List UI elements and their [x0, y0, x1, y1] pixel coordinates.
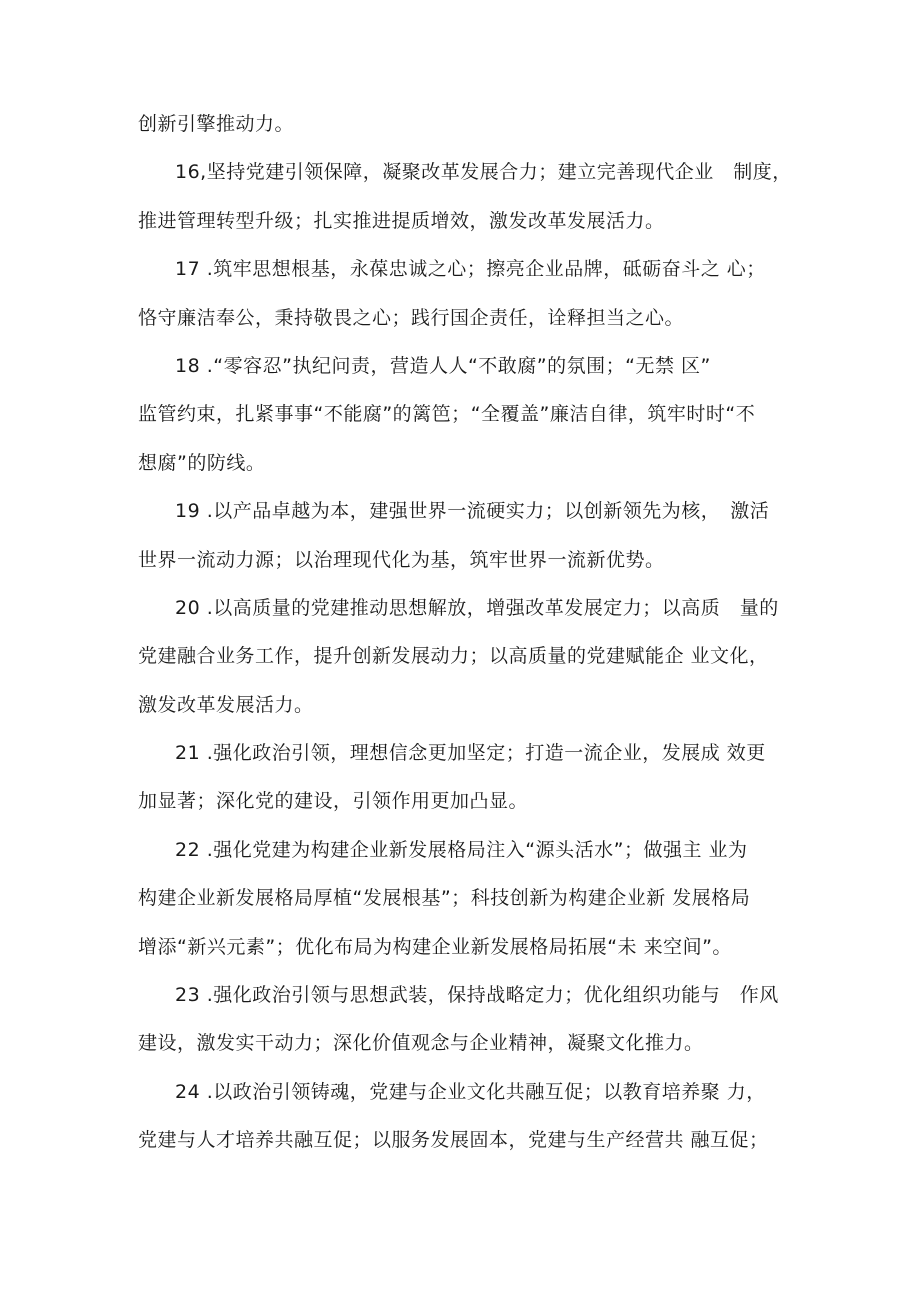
paragraph-line: 构建企业新发展格局厚植“发展根基”；科技创新为构建企业新 发展格局 — [138, 887, 751, 910]
paragraph-line: 想腐”的防线。 — [138, 451, 266, 474]
paragraph-line: 世界一流动力源；以治理现代化为基，筑牢世界一流新优势。 — [138, 548, 665, 571]
paragraph-line: 加显著；深化党的建设，引领作用更加凸显。 — [138, 790, 529, 813]
paragraph-line: 党建融合业务工作，提升创新发展动力；以高质量的党建赋能企 业文化， — [138, 645, 769, 668]
paragraph-first-line: 22 .强化党建为构建企业新发展格局注入“源头活水”；做强主 业为 — [175, 838, 748, 861]
paragraph-line: 推进管理转型升级；扎实推进提质增效，激发改革发展活力。 — [138, 209, 665, 232]
paragraph-line: 恪守廉洁奉公，秉持敬畏之心；践行国企责任，诠释担当之心。 — [138, 306, 685, 329]
paragraph-line: 增添“新兴元素”；优化布局为构建企业新发展格局拓展“未 来空间”。 — [138, 935, 732, 958]
paragraph-first-line: 24 .以政治引领铸魂，党建与企业文化共融互促；以教育培养聚 力， — [175, 1080, 766, 1103]
paragraph-line: 建设，激发实干动力；深化价值观念与企业精神，凝聚文化推力。 — [138, 1032, 704, 1055]
paragraph-line: 监管约束，扎紧事事“不能腐”的篱笆；“全覆盖”廉洁自律，筑牢时时“不 — [138, 403, 756, 426]
paragraph-first-line: 18 .“零容忍”执纪问责，营造人人“不敢腐”的氛围；“无禁 区” — [175, 354, 711, 377]
paragraph-first-line: 17 .筑牢思想根基，永葆忠诚之心；擦亮企业品牌，砥砺奋斗之 心； — [175, 258, 766, 281]
paragraph-line: 激发改革发展活力。 — [138, 693, 314, 716]
document-page — [138, 112, 798, 1177]
paragraph-first-line: 23 .强化政治引领与思想武装，保持战略定力；优化组织功能与 作风 — [175, 984, 779, 1007]
paragraph-line: 党建与人才培养共融互促；以服务发展固本，党建与生产经营共 融互促； — [138, 1129, 769, 1152]
paragraph-first-line: 16,坚持党建引领保障，凝聚改革发展合力；建立完善现代企业 制度， — [175, 161, 792, 184]
paragraph-first-line: 20 .以高质量的党建推动思想解放，增强改革发展定力；以高质 量的 — [175, 596, 779, 619]
paragraph-line: 创新引擎推动力。 — [138, 113, 295, 135]
paragraph-first-line: 19 .以产品卓越为本，建强世界一流硬实力；以创新领先为核， 激活 — [175, 500, 770, 523]
paragraph-first-line: 21 .强化政治引领，理想信念更加坚定；打造一流企业，发展成 效更 — [175, 742, 766, 765]
